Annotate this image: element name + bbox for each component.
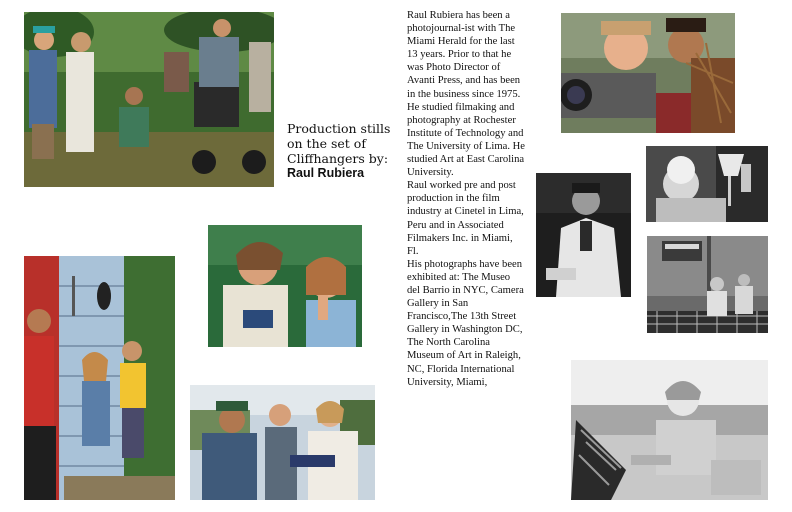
photo-camera-operator-closeup	[561, 13, 735, 133]
photographer-name: Raul Rubiera	[287, 166, 365, 180]
bio-paragraph-film-work: Raul worked pre and post production in the film industry at Cinetel in Lima, Peru and in Associated Filmakers Inc. in Miami, Fl.	[407, 180, 524, 257]
photo-caption	[287, 121, 397, 181]
photo-bw-woman-lounge-chair	[571, 360, 768, 500]
photo-actresses-reading-script	[208, 225, 362, 347]
photo-director-meeting-outdoors	[190, 385, 375, 500]
photo-children-blue-house	[24, 256, 175, 500]
photo-bw-woman-with-lamp	[646, 146, 768, 222]
bio-paragraph-exhibitions: His photographs have been exhibited at: The Museo del Barrio in NYC, Camera Gallery in San Francisco,The 13th Street Gallery in Washington DC, The North Carolina Museum of Art in Raleigh, NC, Florida International University, Miami,	[407, 258, 524, 388]
photographer-bio	[407, 9, 525, 389]
photo-bw-man-white-suit	[536, 173, 631, 297]
caption-text: Production stills on the set of Cliffhangers by:	[287, 121, 391, 166]
photo-film-crew-outdoors	[24, 12, 274, 187]
bio-paragraph-career: Raul Rubiera has been a photojournal-ist with The Miami Herald for the last 13 years. Prior to that he was Photo Director of Avanti Press, and has been in the business since 1975. He studied filmaking and photography at Rochester Institute of Technology and The University of Lima. He studied Art at East Carolina University.	[407, 10, 525, 179]
photo-bw-diner-scene	[647, 236, 768, 333]
